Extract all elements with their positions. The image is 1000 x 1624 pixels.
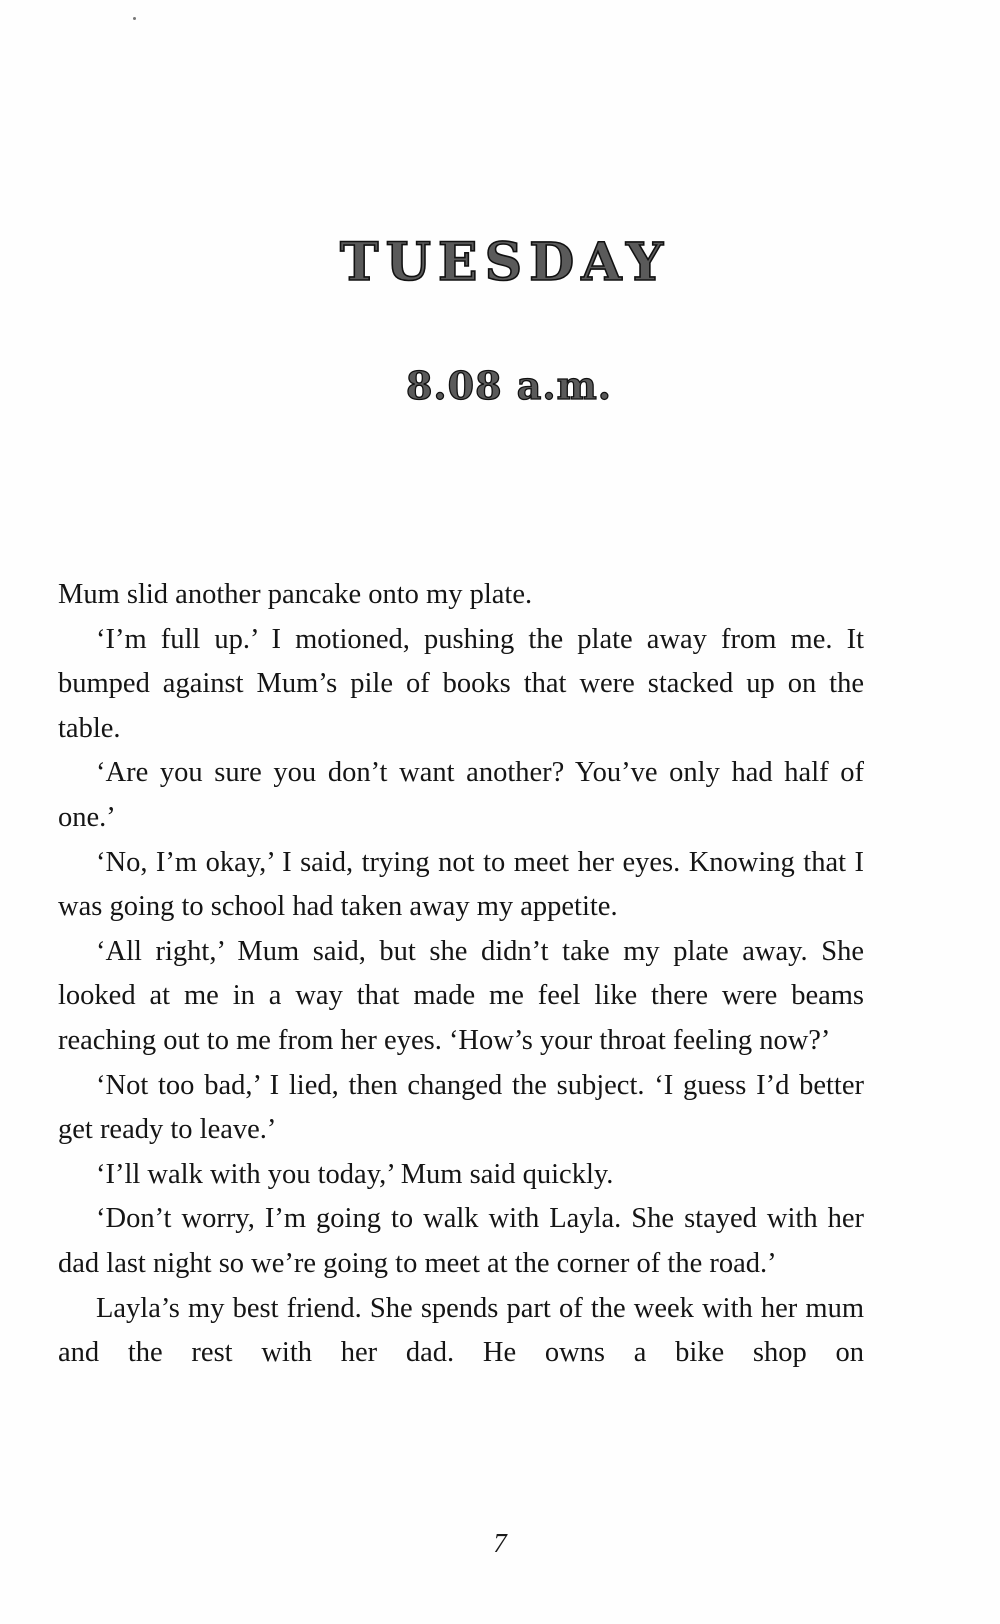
scan-speck	[133, 17, 136, 20]
paragraph: ‘Don’t worry, I’m going to walk with Layla. She stayed with her dad last night so we’re going to meet at the corner of the road.’	[58, 1203, 864, 1279]
chapter-title: TUESDAY	[339, 232, 671, 293]
paragraph: ‘I’m full up.’ I motioned, pushing the plate away from me. It bumped against Mum’s pile of books that were stacked up on the table.	[58, 623, 864, 744]
paragraph: Layla’s my best friend. She spends part of the week with her mum and the rest with her dad. He owns a bike shop on	[58, 1292, 864, 1369]
paragraph: ‘Not too bad,’ I lied, then changed the subject. ‘I guess I’d better get ready to leave.’	[58, 1069, 864, 1146]
body-text	[58, 573, 864, 1376]
paragraph: ‘I’ll walk with you today,’ Mum said quickly.	[96, 1158, 614, 1190]
paragraph: ‘Are you sure you don’t want another? You’ve only had half of one.’	[58, 757, 864, 833]
chapter-time-heading: 8.08 a.m.	[405, 363, 613, 408]
paragraph: Mum slid another pancake onto my plate.	[58, 579, 533, 610]
paragraph: ‘All right,’ Mum said, but she didn’t take my plate away. She looked at me in a way that made me feel like there were beams reaching out to me from her eyes. ‘How’s your throat feeling now?’	[58, 935, 864, 1056]
paragraph: ‘No, I’m okay,’ I said, trying not to meet her eyes. Knowing that I was going to school had taken away my appetite.	[58, 846, 864, 923]
page-number: 7	[493, 1528, 507, 1558]
